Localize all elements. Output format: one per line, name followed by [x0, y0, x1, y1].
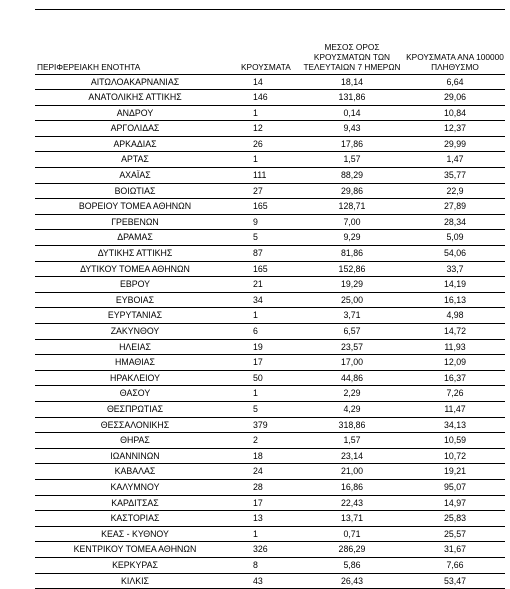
table-row	[35, 339, 505, 355]
cell-avg7: 17,86	[299, 136, 405, 152]
cell-avg7: 7,00	[299, 214, 405, 230]
cell-per100k: 53,47	[405, 573, 505, 589]
cell-region: ΑΧΑΪΑΣ	[35, 168, 235, 184]
table-row	[35, 105, 505, 121]
cell-avg7: 16,86	[299, 479, 405, 495]
cell-per100k: 1,47	[405, 152, 505, 168]
table-body	[35, 74, 505, 589]
cell-region: ΕΥΡΥΤΑΝΙΑΣ	[35, 308, 235, 324]
header-per100k-line1: ΚΡΟΥΣΜΑΤΑ ΑΝΑ 100000	[406, 51, 504, 62]
cell-cases: 87	[235, 246, 299, 262]
cell-cases: 9	[235, 214, 299, 230]
cell-region: ΕΒΡΟΥ	[35, 277, 235, 293]
cell-cases: 165	[235, 199, 299, 215]
table-row	[35, 464, 505, 480]
cell-avg7: 19,29	[299, 277, 405, 293]
table-row	[35, 448, 505, 464]
cell-cases: 146	[235, 90, 299, 106]
header-cases-label: ΚΡΟΥΣΜΑΤΑ	[241, 61, 291, 72]
cell-avg7: 9,29	[299, 230, 405, 246]
cell-cases: 111	[235, 168, 299, 184]
cell-per100k: 7,26	[405, 386, 505, 402]
table-row	[35, 355, 505, 371]
cell-per100k: 34,13	[405, 417, 505, 433]
cell-per100k: 14,19	[405, 277, 505, 293]
cell-region: ΘΕΣΠΡΩΤΙΑΣ	[35, 401, 235, 417]
header-avg7-line1: ΜΕΣΟΣ ΟΡΟΣ	[324, 41, 380, 52]
cell-cases: 8	[235, 557, 299, 573]
cell-per100k: 29,99	[405, 136, 505, 152]
table-row	[35, 386, 505, 402]
cell-cases: 5	[235, 401, 299, 417]
table-row	[35, 246, 505, 262]
cell-per100k: 14,97	[405, 495, 505, 511]
cell-avg7: 9,43	[299, 121, 405, 137]
cell-region: ΑΝΑΤΟΛΙΚΗΣ ΑΤΤΙΚΗΣ	[35, 90, 235, 106]
cell-cases: 1	[235, 308, 299, 324]
cell-region: ΚΕΡΚΥΡΑΣ	[35, 557, 235, 573]
cell-region: ΚΑΒΑΛΑΣ	[35, 464, 235, 480]
cell-per100k: 35,77	[405, 168, 505, 184]
cell-per100k: 12,09	[405, 355, 505, 371]
cell-region: ΚΕΑΣ - ΚΥΘΝΟΥ	[35, 526, 235, 542]
table-row	[35, 168, 505, 184]
cell-cases: 34	[235, 292, 299, 308]
cell-region: ΑΙΤΩΛΟΑΚΑΡΝΑΝΙΑΣ	[35, 74, 235, 90]
cell-region: ΚΕΝΤΡΙΚΟΥ ΤΟΜΕΑ ΑΘΗΝΩΝ	[35, 542, 235, 558]
header-avg7	[299, 17, 405, 74]
cell-avg7: 3,71	[299, 308, 405, 324]
cell-cases: 27	[235, 183, 299, 199]
cell-avg7: 0,71	[299, 526, 405, 542]
table-row	[35, 511, 505, 527]
cell-avg7: 18,14	[299, 74, 405, 90]
cell-avg7: 318,86	[299, 417, 405, 433]
cell-cases: 17	[235, 495, 299, 511]
table-row	[35, 277, 505, 293]
cell-cases: 19	[235, 339, 299, 355]
cell-avg7: 13,71	[299, 511, 405, 527]
cell-region: ΘΗΡΑΣ	[35, 433, 235, 449]
cell-cases: 5	[235, 230, 299, 246]
table-row	[35, 90, 505, 106]
cell-per100k: 25,57	[405, 526, 505, 542]
cell-region: ΒΟΙΩΤΙΑΣ	[35, 183, 235, 199]
table-row	[35, 261, 505, 277]
cell-per100k: 31,67	[405, 542, 505, 558]
cell-cases: 21	[235, 277, 299, 293]
header-per100k	[405, 17, 505, 74]
cell-avg7: 6,57	[299, 324, 405, 340]
cell-per100k: 11,93	[405, 339, 505, 355]
cell-cases: 6	[235, 324, 299, 340]
cell-region: ΑΡΚΑΔΙΑΣ	[35, 136, 235, 152]
table-row	[35, 324, 505, 340]
top-rule	[35, 9, 505, 10]
table-row	[35, 214, 505, 230]
cases-table	[35, 17, 505, 589]
cell-avg7: 26,43	[299, 573, 405, 589]
cell-region: ΘΑΣΟΥ	[35, 386, 235, 402]
cell-per100k: 54,06	[405, 246, 505, 262]
cell-cases: 1	[235, 386, 299, 402]
cell-cases: 2	[235, 433, 299, 449]
cell-cases: 379	[235, 417, 299, 433]
cell-avg7: 5,86	[299, 557, 405, 573]
cell-avg7: 128,71	[299, 199, 405, 215]
cell-region: ΗΜΑΘΙΑΣ	[35, 355, 235, 371]
cell-avg7: 29,86	[299, 183, 405, 199]
table-row	[35, 121, 505, 137]
cell-region: ΔΡΑΜΑΣ	[35, 230, 235, 246]
table-row	[35, 230, 505, 246]
cell-region: ΙΩΑΝΝΙΝΩΝ	[35, 448, 235, 464]
cell-cases: 326	[235, 542, 299, 558]
cell-avg7: 88,29	[299, 168, 405, 184]
cell-region: ΑΡΓΟΛΙΔΑΣ	[35, 121, 235, 137]
cell-region: ΚΑΛΥΜΝΟΥ	[35, 479, 235, 495]
cell-region: ΑΝΔΡΟΥ	[35, 105, 235, 121]
cell-per100k: 28,34	[405, 214, 505, 230]
cell-avg7: 131,86	[299, 90, 405, 106]
cell-cases: 50	[235, 370, 299, 386]
table-row	[35, 183, 505, 199]
cell-per100k: 4,98	[405, 308, 505, 324]
cell-cases: 17	[235, 355, 299, 371]
cell-cases: 18	[235, 448, 299, 464]
cell-per100k: 25,83	[405, 511, 505, 527]
cell-avg7: 22,43	[299, 495, 405, 511]
cell-per100k: 29,06	[405, 90, 505, 106]
cell-avg7: 4,29	[299, 401, 405, 417]
table-row	[35, 573, 505, 589]
table-row	[35, 526, 505, 542]
cell-avg7: 23,14	[299, 448, 405, 464]
header-region	[35, 17, 235, 74]
cell-per100k: 14,72	[405, 324, 505, 340]
header-per100k-line2: ΠΛΗΘΥΣΜΟ	[431, 61, 479, 72]
cell-region: ΔΥΤΙΚΗΣ ΑΤΤΙΚΗΣ	[35, 246, 235, 262]
cell-region: ΗΡΑΚΛΕΙΟΥ	[35, 370, 235, 386]
cell-avg7: 2,29	[299, 386, 405, 402]
cell-per100k: 16,37	[405, 370, 505, 386]
cell-avg7: 25,00	[299, 292, 405, 308]
cell-region: ΑΡΤΑΣ	[35, 152, 235, 168]
table-row	[35, 401, 505, 417]
cell-avg7: 21,00	[299, 464, 405, 480]
cell-per100k: 10,59	[405, 433, 505, 449]
cell-per100k: 16,13	[405, 292, 505, 308]
cell-cases: 165	[235, 261, 299, 277]
table-row	[35, 292, 505, 308]
table-row	[35, 74, 505, 90]
table-row	[35, 479, 505, 495]
cell-per100k: 19,21	[405, 464, 505, 480]
cell-cases: 43	[235, 573, 299, 589]
cell-per100k: 22,9	[405, 183, 505, 199]
header-region-label: ΠΕΡΙΦΕΡΕΙΑΚΗ ΕΝΟΤΗΤΑ	[37, 61, 141, 72]
table-row	[35, 308, 505, 324]
cell-avg7: 0,14	[299, 105, 405, 121]
cell-cases: 12	[235, 121, 299, 137]
cell-per100k: 6,64	[405, 74, 505, 90]
table-row	[35, 542, 505, 558]
cell-avg7: 23,57	[299, 339, 405, 355]
cell-per100k: 5,09	[405, 230, 505, 246]
cell-region: ΗΛΕΙΑΣ	[35, 339, 235, 355]
cell-avg7: 286,29	[299, 542, 405, 558]
table-row	[35, 152, 505, 168]
cell-region: ΚΑΡΔΙΤΣΑΣ	[35, 495, 235, 511]
table-row	[35, 136, 505, 152]
cell-per100k: 95,07	[405, 479, 505, 495]
cell-cases: 28	[235, 479, 299, 495]
cell-cases: 24	[235, 464, 299, 480]
cell-per100k: 11,47	[405, 401, 505, 417]
cell-avg7: 1,57	[299, 433, 405, 449]
table-row	[35, 433, 505, 449]
cell-per100k: 27,89	[405, 199, 505, 215]
cell-region: ΕΥΒΟΙΑΣ	[35, 292, 235, 308]
header-avg7-line2: ΚΡΟΥΣΜΑΤΩΝ ΤΩΝ	[313, 51, 391, 62]
cell-region: ΘΕΣΣΑΛΟΝΙΚΗΣ	[35, 417, 235, 433]
cell-cases: 13	[235, 511, 299, 527]
cell-region: ΚΙΛΚΙΣ	[35, 573, 235, 589]
table-row	[35, 199, 505, 215]
cell-per100k: 10,72	[405, 448, 505, 464]
cell-per100k: 33,7	[405, 261, 505, 277]
table-row	[35, 495, 505, 511]
cell-avg7: 17,00	[299, 355, 405, 371]
table-row	[35, 417, 505, 433]
cell-avg7: 152,86	[299, 261, 405, 277]
cell-cases: 1	[235, 105, 299, 121]
table-row	[35, 557, 505, 573]
cell-region: ΓΡΕΒΕΝΩΝ	[35, 214, 235, 230]
cell-per100k: 7,66	[405, 557, 505, 573]
cell-per100k: 10,84	[405, 105, 505, 121]
cell-cases: 1	[235, 152, 299, 168]
cell-region: ΖΑΚΥΝΘΟΥ	[35, 324, 235, 340]
cell-region: ΚΑΣΤΟΡΙΑΣ	[35, 511, 235, 527]
table-row	[35, 370, 505, 386]
header-cases	[235, 17, 299, 74]
cell-avg7: 81,86	[299, 246, 405, 262]
cell-per100k: 12,37	[405, 121, 505, 137]
cell-cases: 1	[235, 526, 299, 542]
cell-avg7: 44,86	[299, 370, 405, 386]
cell-avg7: 1,57	[299, 152, 405, 168]
cell-cases: 14	[235, 74, 299, 90]
table-header	[35, 17, 505, 74]
cell-region: ΒΟΡΕΙΟΥ ΤΟΜΕΑ ΑΘΗΝΩΝ	[35, 199, 235, 215]
cell-cases: 26	[235, 136, 299, 152]
cell-region: ΔΥΤΙΚΟΥ ΤΟΜΕΑ ΑΘΗΝΩΝ	[35, 261, 235, 277]
header-avg7-line3: ΤΕΛΕΥΤΑΙΩΝ 7 ΗΜΕΡΩΝ	[303, 61, 401, 72]
